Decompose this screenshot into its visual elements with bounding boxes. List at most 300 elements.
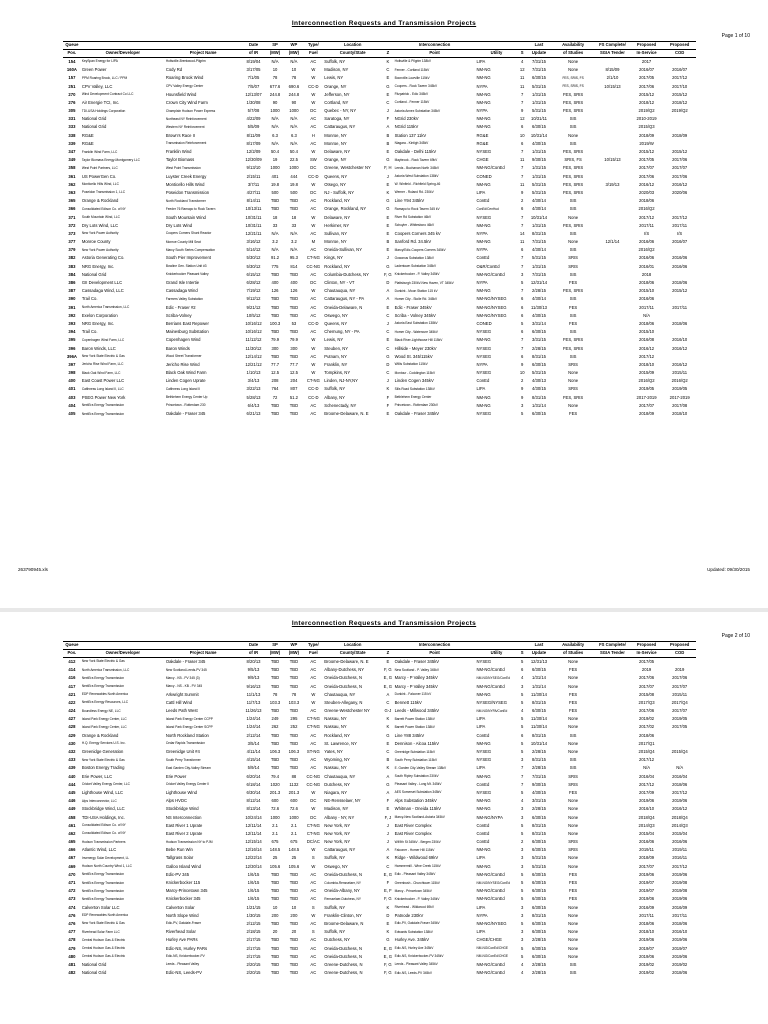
cell-last-update: 11/30/14 xyxy=(530,724,547,730)
cell-owner-developer: East Coast Power LLC xyxy=(81,378,125,384)
cell-project-name: Monroe County Mill Seat xyxy=(165,239,201,244)
cell-sp-mw: 72 xyxy=(272,394,278,400)
cell-last-update: 5/31/15 xyxy=(532,108,546,114)
cell-fs-complete xyxy=(595,271,630,279)
cell-type-fuel: AC xyxy=(310,896,317,902)
table-row xyxy=(63,181,696,189)
cell-zone: F xyxy=(386,394,390,400)
cell-owner-developer: Orange & Rockland xyxy=(81,732,119,738)
cell-status: 5 xyxy=(521,740,524,746)
cell-proposed-cod xyxy=(663,328,696,336)
cell-wp-mw: TBD xyxy=(289,757,299,763)
cell-interconnection-point: Scriba - Volney 345kV xyxy=(394,312,436,318)
cell-status: 2 xyxy=(521,378,524,384)
cell-proposed-in-service: 2015/10 xyxy=(639,288,655,294)
cell-type-fuel: AC xyxy=(310,937,317,943)
cell-wp-mw: 204 xyxy=(290,378,298,384)
cell-queue-pos: 384 xyxy=(68,271,76,277)
cell-type-fuel: AC xyxy=(310,116,317,122)
cell-availability-of-studies: SIS xyxy=(569,312,577,318)
cell-zone: G-J xyxy=(384,708,392,714)
cell-utility: NM-NG xyxy=(476,863,491,869)
cell-utility: LIPA xyxy=(476,904,486,910)
cell-last-update: 6/30/15 xyxy=(532,329,546,335)
cell-location: Cortland, NY xyxy=(324,99,349,105)
footer-updated: Updated: 09/30/2015 xyxy=(707,567,750,572)
table-row xyxy=(63,928,696,936)
column-header-availability-of-studies: of Studies xyxy=(551,650,595,658)
cell-project-name: Knickerbocker 345 xyxy=(165,896,201,902)
cell-queue-pos: 477 xyxy=(68,929,76,935)
cell-queue-pos: 276 xyxy=(68,99,76,105)
cell-fs-complete xyxy=(595,189,630,197)
cell-zone: F xyxy=(386,402,390,408)
cell-utility: LIPA xyxy=(476,189,486,195)
cell-location: Greene, Westchester NY xyxy=(324,165,371,171)
cell-interconnection-point: East River Complex xyxy=(394,822,432,828)
cell-project-name: New Scotland-Leeds-PV 345 xyxy=(165,667,207,672)
cell-fs-complete xyxy=(595,410,630,418)
cell-date-of-ir: 7/19/12 xyxy=(246,288,261,294)
cell-status: 7 xyxy=(521,263,524,269)
cell-wp-mw: TBD xyxy=(289,740,299,746)
cell-fs-complete xyxy=(595,969,630,977)
cell-last-update: 6/30/15 xyxy=(532,929,546,935)
cell-interconnection-point: Ladentown Substation 345kV xyxy=(394,264,437,269)
cell-zone: C xyxy=(386,99,390,105)
column-header-date-of-ir: Date xyxy=(241,42,265,50)
cell-fs-complete xyxy=(595,353,630,361)
cell-project-name: NS Interconnection xyxy=(165,814,202,820)
cell-last-update: 7/31/15 xyxy=(532,271,546,277)
cell-type-fuel: AC xyxy=(310,920,317,926)
table-row xyxy=(63,789,696,797)
cell-queue-pos: 403 xyxy=(68,394,76,400)
cell-sp-mw: TBD xyxy=(270,675,280,681)
cell-last-update: 7/31/15 xyxy=(532,773,546,779)
cell-utility: NYSEG xyxy=(476,789,492,795)
cell-location: Oneida-Dutchess, N xyxy=(324,871,363,877)
cell-date-of-ir: 8/19/04 xyxy=(246,58,261,64)
table-row xyxy=(63,361,696,369)
cell-interconnection-point: New Scotland - P. Valley 345kV xyxy=(394,667,439,672)
cell-wp-mw: 106.3 xyxy=(288,749,300,755)
cell-interconnection-point: Dunkirk - Moon Station 115 kV xyxy=(394,288,438,293)
cell-date-of-ir: 9/16/13 xyxy=(246,683,261,689)
cell-proposed-cod: 2017/10 xyxy=(672,83,688,89)
cell-wp-mw: 600 xyxy=(290,798,298,804)
table-row xyxy=(63,855,696,863)
cell-owner-developer: H.Q. Energy Services U.S. Inc. xyxy=(81,741,126,746)
cell-wp-mw: 2.1 xyxy=(291,830,297,836)
cell-utility: NM-NG xyxy=(476,337,491,343)
cell-sp-mw: TBD xyxy=(270,296,280,302)
cell-owner-developer: Green Power xyxy=(81,67,107,73)
cell-availability-of-studies: SRIS xyxy=(568,847,578,853)
cell-availability-of-studies: FES xyxy=(569,888,578,894)
cell-project-name: Cody Rd xyxy=(165,67,183,73)
cell-zone: K xyxy=(386,765,390,771)
cell-status: 9 xyxy=(521,386,524,392)
cell-last-update: 4/30/14 xyxy=(532,198,546,204)
cell-type-fuel: DC/AC xyxy=(306,839,320,845)
cell-last-update: 6/30/15 xyxy=(532,667,546,673)
cell-zone: A xyxy=(386,124,390,130)
cell-location: Dutchess, NY xyxy=(324,937,350,943)
cell-wp-mw: TBD xyxy=(289,304,299,310)
cell-sp-mw: 3.2 xyxy=(272,239,278,245)
cell-sp-mw: TBD xyxy=(270,329,280,335)
cell-sp-mw: TBD xyxy=(270,658,280,664)
cell-sp-mw: 764 xyxy=(271,386,279,392)
cell-owner-developer: Greenidge Generation xyxy=(81,749,124,755)
cell-date-of-ir: 12/2/09 xyxy=(246,149,261,155)
cell-queue-pos: 347 xyxy=(68,149,76,155)
cell-last-update: 6/30/15 xyxy=(532,124,546,130)
cell-last-update: 1/31/15 xyxy=(532,222,546,228)
cell-proposed-cod: 2015/Q4 xyxy=(671,749,688,755)
cell-last-update: 8/31/15 xyxy=(532,822,546,828)
cell-fs-complete: 2/1/10 xyxy=(606,75,619,81)
cell-interconnection-point: Hillside - Meyer 230kV xyxy=(394,345,437,351)
cell-zone: J xyxy=(386,108,389,114)
cell-type-fuel: DC xyxy=(310,165,317,171)
cell-status: 3 xyxy=(521,937,524,943)
column-header-type-fuel: Fuel xyxy=(303,50,323,58)
cell-availability-of-studies: None xyxy=(568,378,579,384)
cell-last-update: 4/30/15 xyxy=(532,312,546,318)
cell-location: Suffolk, NY xyxy=(324,386,346,392)
cell-zone: E, G xyxy=(383,683,393,689)
cell-type-fuel: M xyxy=(311,239,316,245)
cell-project-name: Edic-NS, Knickerbocker-PV xyxy=(165,954,205,959)
cell-utility: NYSEG xyxy=(476,411,492,417)
cell-type-fuel: CT-NG xyxy=(306,830,320,836)
cell-owner-developer: New York State Electric & Gas xyxy=(81,757,125,762)
cell-interconnection-point: Astoria Annex Substation 345kV xyxy=(394,108,441,113)
cell-last-update: 11/30/14 xyxy=(530,691,547,697)
cell-proposed-in-service: 2016/04 xyxy=(639,773,655,779)
cell-zone: F, G xyxy=(384,271,392,277)
cell-location: Oneida-Sullivan, NY xyxy=(324,247,363,253)
cell-queue-pos: 154 xyxy=(68,58,76,64)
cell-zone: A xyxy=(386,789,390,795)
cell-last-update: 1/31/15 xyxy=(532,99,546,105)
cell-proposed-cod xyxy=(663,115,696,123)
cell-project-name: Bowline Gen. Station Unit #3 xyxy=(165,264,207,269)
cell-interconnection-point: South Ripley Substation 230kV xyxy=(394,774,439,779)
table-row xyxy=(63,969,696,977)
cell-owner-developer: Wind Development Contract Co LLC xyxy=(81,92,134,97)
cell-status: 3 xyxy=(521,912,524,918)
cell-project-name: Oakdale - Fraser 345 xyxy=(165,411,206,417)
page-2 xyxy=(0,612,768,1024)
cell-status: 5 xyxy=(521,658,524,664)
cell-last-update: 7/31/15 xyxy=(532,67,546,73)
cell-proposed-cod: 2018/Q4 xyxy=(671,814,688,820)
cell-proposed-in-service: 2018/10 xyxy=(639,929,655,935)
cell-status: 6 xyxy=(521,247,524,253)
cell-availability-of-studies: None xyxy=(568,214,579,220)
column-header-owner-developer xyxy=(81,642,165,650)
cell-queue-pos: 400 xyxy=(68,378,76,384)
cell-queue-pos: 474 xyxy=(68,904,76,910)
cell-status: 7 xyxy=(521,345,524,351)
cell-availability-of-studies: None xyxy=(568,370,579,376)
cell-date-of-ir: 6/30/14 xyxy=(246,789,261,795)
cell-project-name: Transmission Reinforcement xyxy=(165,141,207,146)
cell-date-of-ir: 10/24/14 xyxy=(245,814,262,820)
cell-utility: ConEd xyxy=(476,255,490,261)
table-row xyxy=(63,961,696,969)
cell-availability-of-studies: FES, SRIS xyxy=(562,149,584,155)
cell-type-fuel: AC xyxy=(310,304,317,310)
cell-type-fuel: AC xyxy=(310,708,317,714)
cell-status: 7 xyxy=(521,337,524,343)
cell-interconnection-point: Sills Road Substation 138kV xyxy=(394,386,435,391)
cell-proposed-in-service: 2017/Q3 xyxy=(638,699,655,705)
cell-proposed-cod xyxy=(663,58,696,67)
cell-proposed-cod: 2016/07 xyxy=(672,67,688,73)
column-header-date-of-ir: of IR xyxy=(241,650,265,658)
table-row xyxy=(63,683,696,691)
cell-project-name: Marcy-Princetown 345 xyxy=(165,888,208,894)
cell-location: Nassau, NY xyxy=(324,716,347,722)
cell-owner-developer: Lighthouse Wind, LLC xyxy=(81,789,124,795)
table-row xyxy=(63,295,696,303)
cell-date-of-ir: 10/31/11 xyxy=(245,214,262,220)
cell-type-fuel: CC-NG xyxy=(306,781,321,787)
cell-proposed-in-service: 2019/11 xyxy=(639,847,654,853)
cell-fs-complete xyxy=(595,830,630,838)
cell-fs-complete: 10/15/13 xyxy=(604,83,621,89)
cell-utility: NM-NG xyxy=(476,806,491,812)
cell-status: 6 xyxy=(521,296,524,302)
cell-zone: K xyxy=(386,929,390,935)
cell-owner-developer: West Point Partners, LLC xyxy=(81,165,118,170)
cell-last-update: 1/31/15 xyxy=(532,91,546,97)
cell-wp-mw: 252 xyxy=(290,724,298,730)
cell-interconnection-point: Willis Substation 115kV xyxy=(394,362,428,367)
cell-location: Suffolk, NY xyxy=(324,929,346,935)
cell-owner-developer: NextEra Energy Transmission xyxy=(81,880,125,885)
cell-wp-mw: TBD xyxy=(289,953,299,959)
cell-type-fuel: AC xyxy=(310,271,317,277)
cell-last-update: 8/31/15 xyxy=(532,353,546,359)
cell-fs-complete xyxy=(595,871,630,879)
cell-project-name: Edic-NS, Leeds-PV xyxy=(165,970,202,976)
cell-project-name: Arkwright Summit xyxy=(165,691,199,697)
cell-wp-mw: TBD xyxy=(289,296,299,302)
cell-availability-of-studies: None xyxy=(568,402,579,408)
cell-project-name: Farmers Valley Substation xyxy=(165,296,203,301)
cell-availability-of-studies: SIS xyxy=(569,247,577,253)
cell-zone: A xyxy=(386,847,390,853)
cell-location: Quebec - NY, NY xyxy=(324,108,357,114)
cell-owner-developer: Trail Co. xyxy=(81,296,98,302)
cell-fs-complete xyxy=(595,124,630,132)
cell-queue-pos: 424 xyxy=(68,708,76,714)
cell-utility: NM-NG/ConEd/CHGE xyxy=(476,954,509,959)
cell-type-fuel: AC xyxy=(310,329,317,335)
cell-proposed-in-service: 2017/11 xyxy=(639,222,654,228)
cell-owner-developer: New York Power Authority xyxy=(81,247,119,252)
column-header-location: Location xyxy=(323,642,382,650)
cell-last-update: 4/30/14 xyxy=(532,247,546,253)
cell-location: Queens, NY xyxy=(324,320,348,326)
cell-utility: NYPA xyxy=(476,247,488,253)
footer-filename: 263790945.xls xyxy=(18,567,48,572)
cell-sp-mw: 33 xyxy=(272,222,278,228)
cell-last-update: 3/31/15 xyxy=(532,337,546,343)
cell-fs-complete xyxy=(595,336,630,344)
column-header-utility: Utility xyxy=(476,50,518,58)
cell-project-name: Jericho Rise Wind xyxy=(165,361,200,367)
cell-date-of-ir: 1/6/15 xyxy=(247,880,260,886)
cell-fs-complete xyxy=(595,732,630,740)
column-header-proposed-in-service: Proposed xyxy=(630,642,664,650)
cell-proposed-in-service: 2017/12 xyxy=(639,781,655,787)
cell-zone: F xyxy=(386,116,390,122)
column-header-location: County/State xyxy=(323,50,382,58)
cell-proposed-cod: 2016/12 xyxy=(672,361,688,367)
cell-queue-pos: 333 xyxy=(68,124,76,130)
cell-proposed-cod: 2017/06 xyxy=(672,675,688,681)
cell-proposed-in-service: 2017/11 xyxy=(639,912,654,918)
cell-wp-mw: 148.5 xyxy=(288,847,300,853)
cell-interconnection-point: NGrid 230kV xyxy=(394,116,419,122)
cell-interconnection-point: Homer City - Stolle Rd. 345kV xyxy=(394,296,438,301)
cell-status: 6 xyxy=(521,353,524,359)
cell-fs-complete xyxy=(595,377,630,385)
cell-type-fuel: W xyxy=(311,149,316,155)
cell-availability-of-studies: FES, SRIS xyxy=(562,91,584,97)
cell-proposed-cod: N/A xyxy=(676,765,684,771)
cell-type-fuel: CT-NG xyxy=(306,716,320,722)
cell-sp-mw: TBD xyxy=(270,740,280,746)
cell-fs-complete xyxy=(595,132,630,140)
table-row xyxy=(63,263,696,271)
cell-proposed-in-service: 2015/04 xyxy=(639,830,655,836)
cell-proposed-in-service: 2017/05 xyxy=(639,157,655,163)
column-header-project-name: Project Name xyxy=(165,650,242,658)
cell-availability-of-studies: SIS xyxy=(569,140,577,146)
cell-queue-pos: 270 xyxy=(68,91,76,97)
cell-proposed-cod: 2019/06 xyxy=(672,953,688,959)
column-header-interconnection-point: Interconnection xyxy=(394,642,476,650)
cell-queue-pos: 473 xyxy=(68,896,76,902)
cell-proposed-in-service: 2017/07 xyxy=(639,402,655,408)
cell-queue-pos: 405 xyxy=(68,411,76,417)
cell-fs-complete xyxy=(595,789,630,797)
cell-fs-complete xyxy=(595,402,630,410)
cell-location: New York, NY xyxy=(324,839,351,845)
table-row xyxy=(63,369,696,377)
cell-last-update: 8/31/15 xyxy=(532,732,546,738)
cell-zone: J xyxy=(386,320,389,326)
cell-location: Cattaraugus, NY xyxy=(324,847,356,853)
cell-zone: D xyxy=(386,912,390,918)
column-header-sp-mw: SP xyxy=(266,642,285,650)
cell-status: 4 xyxy=(521,58,524,64)
cell-type-fuel: W xyxy=(311,345,316,351)
cell-project-name: Cedar Rapids Transmission xyxy=(165,741,205,746)
cell-sp-mw: 262 xyxy=(271,724,279,730)
cell-proposed-cod: 2017/07 xyxy=(672,683,688,689)
cell-fs-complete xyxy=(595,99,630,107)
cell-status: 7 xyxy=(521,773,524,779)
cell-project-name: Holtsville-Brentwood-Pilgrim xyxy=(165,59,206,64)
column-header-availability-of-studies: Availability xyxy=(551,642,595,650)
cell-project-name: East River 1 Uprate xyxy=(165,822,203,828)
cell-interconnection-point: Patnode 230kV xyxy=(394,912,424,918)
cell-utility: NM-NG xyxy=(476,222,491,228)
table-row xyxy=(63,781,696,789)
cell-queue-pos: 157 xyxy=(68,75,76,81)
cell-sp-mw: N/A xyxy=(271,116,279,122)
cell-wp-mw: TBD xyxy=(289,871,299,877)
cell-queue-pos: 396A xyxy=(66,353,77,359)
cell-queue-pos: 428 xyxy=(68,724,76,730)
cell-owner-developer: New York State Electric & Gas xyxy=(81,659,125,664)
table-row xyxy=(63,115,696,123)
cell-last-update: 5/31/15 xyxy=(532,83,546,89)
cell-status: 6 xyxy=(521,732,524,738)
table-row xyxy=(63,912,696,920)
cell-zone: A xyxy=(386,773,390,779)
cell-proposed-cod: 2016/12 xyxy=(672,345,688,351)
table-row xyxy=(63,887,696,895)
cell-date-of-ir: 12/30/09 xyxy=(245,157,262,163)
cell-wp-mw: TBD xyxy=(289,961,299,967)
cell-sp-mw: TBD xyxy=(270,945,280,951)
cell-status: 6 xyxy=(521,206,524,212)
cell-last-update: 5/31/15 xyxy=(532,181,546,187)
cell-utility: NM-NG/ConEd/CHGE xyxy=(476,946,509,951)
cell-location: Albany - NY, NY xyxy=(324,814,355,820)
cell-type-fuel: W xyxy=(311,337,316,343)
cell-owner-developer: Cassadaga Wind, LLC xyxy=(81,288,124,294)
cell-queue-pos: 391 xyxy=(68,304,76,310)
cell-last-update: 7/31/15 xyxy=(532,239,546,245)
cell-queue-pos: 331 xyxy=(68,116,76,122)
cell-proposed-in-service: 2010-2019 xyxy=(636,116,657,122)
cell-wp-mw: TBD xyxy=(289,765,299,771)
cell-zone: G xyxy=(386,937,390,943)
cell-proposed-cod: 2016/06 xyxy=(672,255,688,261)
cell-availability-of-studies: SIS xyxy=(569,765,577,771)
cell-owner-developer: Consolidated Edison Co. of NY xyxy=(81,206,126,211)
cell-status: 7 xyxy=(521,99,524,105)
cell-owner-developer: New York State Electric & Gas xyxy=(81,354,125,359)
column-header-date-of-ir: Date xyxy=(241,642,265,650)
cell-status: 7 xyxy=(521,222,524,228)
table-row xyxy=(63,255,696,263)
cell-availability-of-studies: None xyxy=(568,798,579,804)
cell-fs-complete xyxy=(595,658,630,667)
cell-status: 6 xyxy=(521,304,524,310)
cell-last-update: 3/31/14 xyxy=(532,320,546,326)
cell-zone: E, G xyxy=(383,945,393,951)
cell-owner-developer: NextEra Energy Resources, LLC xyxy=(81,700,129,705)
cell-wp-mw: TBD xyxy=(289,675,299,681)
cell-fs-complete xyxy=(595,164,630,172)
cell-last-update: 2/28/15 xyxy=(532,961,546,967)
cell-status: 5 xyxy=(521,411,524,417)
cell-wp-mw: TBD xyxy=(289,353,299,359)
cell-fs-complete xyxy=(595,945,630,953)
cell-location: Niagara, NY xyxy=(324,789,348,795)
